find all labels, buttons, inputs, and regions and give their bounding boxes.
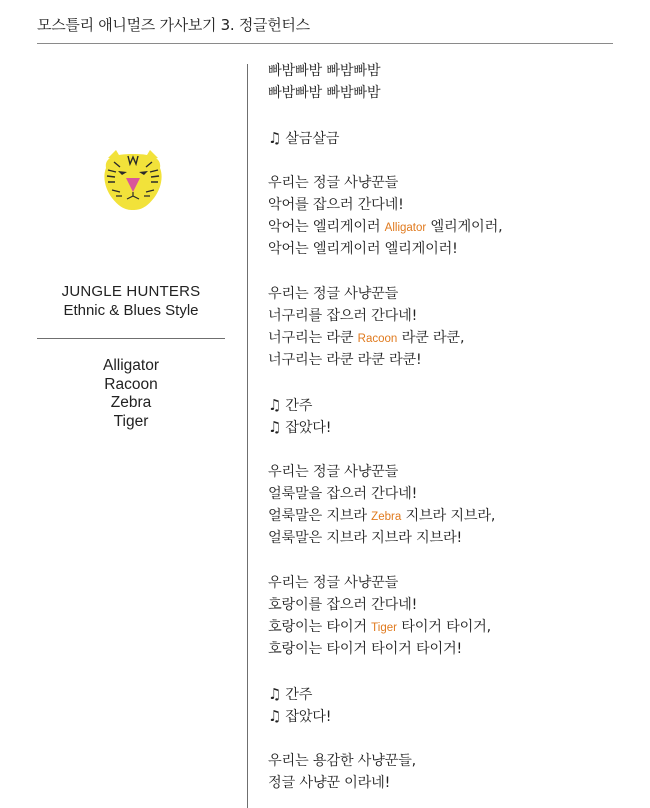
lyric-text: 라쿤 라쿤,	[401, 330, 465, 346]
header-divider	[37, 43, 613, 44]
lyric-line: 우리는 정글 사냥꾼들	[268, 575, 399, 591]
lyric-text: 간주	[285, 687, 313, 703]
lyric-line: 우리는 정글 사냥꾼들	[268, 175, 399, 191]
lyric-line	[268, 327, 464, 349]
lyric-text: 간주	[285, 398, 313, 414]
lyric-line	[268, 394, 312, 416]
music-note-icon: ♫	[268, 396, 282, 414]
lyric-line	[268, 705, 331, 727]
english-word: Tiger	[371, 622, 397, 634]
lyric-line: 우리는 용감한 사냥꾼들,	[268, 753, 416, 769]
lyric-line: 호랑이는 타이거 타이거 타이거!	[268, 641, 462, 657]
song-title-block	[37, 282, 225, 320]
lyric-line: 악어를 잡으러 간다네!	[268, 197, 404, 213]
lyric-line: 너구리는 라쿤 라쿤 라쿤!	[268, 352, 422, 368]
animal-list	[37, 357, 225, 432]
column-divider	[247, 64, 248, 808]
lyric-line: 너구리를 잡으러 간다네!	[268, 308, 418, 324]
lyric-line: 빠밤빠밤 빠밤빠밤	[268, 63, 381, 79]
song-title: JUNGLE HUNTERS	[61, 283, 201, 300]
animal-item: Tiger	[113, 413, 149, 431]
music-note-icon: ♫	[268, 129, 282, 147]
english-word: Alligator	[384, 222, 427, 234]
lyric-text: 타이거 타이거,	[401, 619, 491, 635]
lyric-line: 얼룩말을 잡으러 간다네!	[268, 486, 418, 502]
animal-item: Zebra	[110, 394, 152, 412]
lyric-line: 얼룩말은 지브라 지브라 지브라!	[268, 530, 462, 546]
lyric-text: 악어는 엘리게이러	[268, 219, 381, 235]
english-word: Racoon	[357, 333, 398, 345]
lyric-line: 우리는 정글 사냥꾼들	[268, 286, 399, 302]
lyric-line: 우리는 정글 사냥꾼들	[268, 464, 399, 480]
lyric-text: 너구리는 라쿤	[268, 330, 354, 346]
lyric-text: 얼룩말은 지브라	[268, 508, 367, 524]
lyric-line	[268, 216, 502, 238]
english-word: Zebra	[371, 511, 402, 523]
lyric-line: 악어는 엘리게이러 엘리게이러!	[268, 241, 458, 257]
lyric-text: 잡았다!	[285, 420, 332, 436]
animal-item: Racoon	[104, 375, 158, 393]
lyric-line: 호랑이를 잡으러 간다네!	[268, 597, 418, 613]
page-title: 모스틀리 애니멀즈 가사보기 3. 정글헌터스	[37, 16, 310, 34]
music-note-icon: ♫	[268, 707, 282, 725]
lyric-line	[268, 616, 491, 638]
lyric-text: 잡았다!	[285, 709, 332, 725]
lyric-text: 호랑이는 타이거	[268, 619, 367, 635]
lyric-text: 살금살금	[285, 131, 340, 147]
left-divider	[37, 338, 225, 339]
lyric-text: 엘리게이러,	[430, 219, 503, 235]
lyric-line	[268, 127, 339, 149]
lyric-line: 정글 사냥꾼 이라네!	[268, 775, 391, 791]
tiger-face-icon	[100, 148, 166, 210]
song-style: Ethnic & Blues Style	[63, 302, 199, 319]
lyric-line: 빠밤빠밤 빠밤빠밤	[268, 85, 381, 101]
lyric-line	[268, 505, 495, 527]
animal-item: Alligator	[103, 357, 159, 374]
lyric-line	[268, 683, 312, 705]
music-note-icon: ♫	[268, 418, 282, 436]
lyric-text: 지브라 지브라,	[405, 508, 496, 524]
music-note-icon: ♫	[268, 685, 282, 703]
lyric-line	[268, 416, 331, 438]
